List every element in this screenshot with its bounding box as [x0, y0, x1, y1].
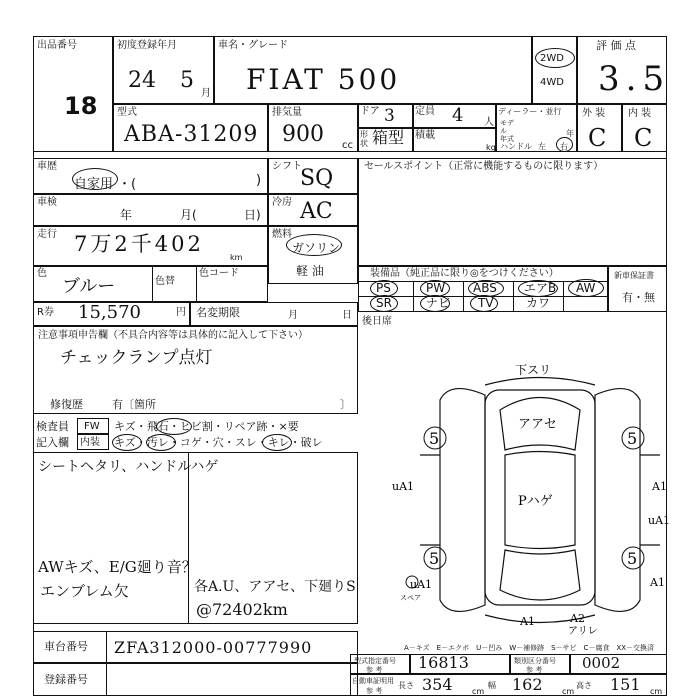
diagram-right-3: A1	[650, 576, 665, 589]
interior-value: C	[634, 124, 653, 152]
mileage-unit: km	[230, 253, 243, 262]
grade-value: 3.5	[598, 59, 671, 99]
cert-height: 151	[610, 675, 641, 694]
load-unit: kg	[486, 143, 496, 152]
equip-navi: ナビ	[426, 296, 451, 310]
capacity-unit: 人	[484, 117, 494, 128]
diagram-bottom-1: A1	[520, 615, 535, 628]
recycle-label: R券	[37, 307, 54, 318]
history-cell	[33, 158, 268, 194]
color-change-label: 色替	[155, 276, 175, 287]
tire-fl: 5	[429, 429, 440, 448]
displacement-value: 900	[282, 122, 324, 147]
grade-label: 評 価 点	[596, 39, 636, 52]
model-label: 型式	[117, 107, 137, 118]
history-close: )	[256, 173, 262, 188]
model-year-label: モデル 年式	[500, 119, 514, 143]
lot-number: 18	[64, 92, 98, 120]
fuel-diesel: 軽 油	[296, 264, 324, 278]
tire-rr: 5	[627, 549, 638, 568]
in-label: 内装	[80, 437, 100, 448]
name-change-label: 名変期限	[196, 306, 240, 319]
tire-rl: 5	[429, 549, 440, 568]
first-reg-month: 5	[180, 68, 194, 93]
diagram-right-1: A1	[652, 480, 667, 493]
model-spec-sub: 参 考	[366, 666, 383, 674]
exterior-value: C	[588, 124, 607, 152]
load-label: 積載	[415, 130, 435, 141]
cert-height-label: 高さ	[576, 681, 592, 690]
interior-label: 内 装	[628, 108, 652, 119]
cert-width-label: 幅	[488, 681, 496, 690]
shift-label: シフト	[272, 161, 302, 172]
equip-sr: SR	[376, 296, 392, 310]
notes-line-3: エンブレム欠	[40, 582, 129, 600]
history-label: 車歴	[37, 161, 57, 172]
color-divider-2	[196, 266, 197, 302]
model-value: ABA-31209	[124, 122, 259, 147]
name-grade-label: 車名・グレード	[218, 40, 288, 51]
mileage-value: 7万2千402	[74, 232, 204, 256]
ac-value: AC	[300, 199, 333, 224]
damage-legend: A－キズ E－エクボ U－凹み W－補修跡 S－サビ C－腐食 XX－交換済	[404, 644, 655, 652]
exterior-label: 外 装	[582, 108, 606, 119]
registration-label: 登録番号	[44, 673, 88, 686]
inspector-label-1: 検査員	[36, 420, 69, 433]
equip-grid-v1	[413, 281, 414, 312]
capacity-value: 4	[452, 105, 464, 126]
displacement-label: 排気量	[272, 107, 302, 118]
in-scratch-circle	[112, 434, 142, 451]
drive-4wd: 4WD	[540, 77, 564, 88]
recycle-value: 15,570	[78, 302, 141, 323]
cert-width-unit: cm	[562, 687, 575, 696]
name-grade-value: FIAT 500	[246, 63, 401, 96]
diagram-bottom-2: A2	[570, 612, 585, 625]
equip-navi-circle	[420, 295, 450, 312]
model-spec-value: 16813	[418, 653, 469, 672]
car-diagram	[392, 360, 680, 640]
category-sub: 参 考	[526, 666, 543, 674]
in-stain-circle	[146, 434, 176, 451]
diagram-roof-2: Pハゲ	[518, 494, 553, 509]
notice-text: チェックランプ点灯	[60, 348, 213, 368]
doors-value: 3	[384, 106, 395, 126]
history-value: 自家用	[74, 177, 114, 192]
dealer-label: ディーラー・並行	[498, 107, 562, 116]
model-year-unit: 年	[566, 129, 574, 138]
cert-length: 354	[422, 675, 453, 694]
cert-length-unit: cm	[472, 687, 485, 696]
first-reg-year: 24	[128, 68, 156, 93]
in-text: キズ・汚レ・コゲ・穴・スレ・キレ・破レ	[114, 436, 323, 449]
repair-close: 〕	[340, 398, 351, 411]
chassis-value: ZFA312000-00777990	[114, 638, 313, 657]
equip-aw: AW	[576, 281, 596, 295]
notes-line-4: 各A.U、アアセ、下廻りS	[194, 579, 356, 595]
cert-sub: 参 考	[366, 687, 383, 695]
category-label: 類別区分番号	[514, 657, 556, 665]
doors-label: ドア	[360, 106, 380, 117]
equip-grid-v4	[563, 281, 564, 312]
inspection-day-unit: 日)	[244, 208, 261, 222]
diagram-bottom-3: アリレ	[568, 626, 598, 637]
tire-fr: 5	[627, 429, 638, 448]
in-wear-circle	[262, 434, 292, 451]
equipment-label: 装備品（純正品に限り◎をつけください）	[370, 268, 559, 279]
sales-point-label: セールスポイント（正常に機能するものに限ります）	[364, 161, 604, 172]
repair-label: 修復歴	[50, 398, 83, 411]
fw-label: FW	[84, 421, 100, 432]
drive-cell	[532, 36, 577, 104]
fw-text: キズ・飛石・ヒビ割・リペア跡・×要	[114, 420, 299, 433]
color-value: ブルー	[62, 276, 116, 297]
color-code-label: 色コード	[199, 268, 239, 279]
history-suffix: ・(	[118, 177, 137, 192]
model-spec-label: 型式指定番号	[354, 657, 396, 665]
sales-point-cell	[358, 158, 667, 266]
notes-line-2: AWキズ、E/G廻り音？	[38, 558, 197, 576]
shape-label: 形状	[360, 130, 368, 148]
after-seat-label: 後日席	[362, 316, 392, 327]
diagram-spare: スペア	[400, 594, 421, 602]
color-label: 色	[37, 268, 47, 279]
equip-tv-circle	[470, 295, 498, 312]
name-change-day: 日	[342, 310, 352, 321]
notice-label: 注意事項申告欄（不具合内容等は具体的に記入して下さい）	[38, 330, 308, 341]
displacement-unit: cc	[342, 140, 353, 151]
inspection-label: 車検	[37, 197, 57, 208]
shift-value: SQ	[300, 166, 334, 191]
equip-grid-v3	[513, 281, 514, 312]
diagram-left-1: uA1	[392, 480, 415, 493]
fuel-label: 燃料	[272, 229, 292, 240]
first-reg-label: 初度登録年月	[117, 40, 177, 51]
drive-2wd: 2WD	[540, 53, 564, 64]
mileage-label: 走行	[37, 229, 57, 240]
first-reg-month-unit: 月	[201, 88, 211, 99]
equip-airbag: エアB	[524, 281, 557, 295]
cert-width: 162	[512, 675, 543, 694]
diagram-top-note: 下スリ	[515, 363, 552, 377]
diagram-right-2: uA1	[648, 514, 671, 527]
cert-label: 自動車証明用	[352, 677, 394, 685]
new-warranty-label: 新車保証書	[614, 271, 654, 280]
diagram-roof-1: アアセ	[518, 417, 557, 432]
equip-grid-v2	[463, 281, 464, 312]
handle-label: ハンドル	[500, 142, 532, 151]
cert-height-unit: cm	[650, 687, 663, 696]
category-value: 0002	[582, 654, 621, 672]
equip-tv: TV	[478, 296, 494, 310]
inspection-cell	[33, 194, 268, 226]
name-change-month: 月	[288, 310, 298, 321]
fuel-gasoline: ガソリン	[292, 241, 341, 255]
color-divider	[152, 266, 153, 302]
notes-line-1: シートヘタリ、ハンドルハゲ	[38, 459, 219, 475]
lot-label: 出品番号	[37, 40, 77, 51]
chassis-label: 車台番号	[44, 640, 88, 653]
diagram-left-2: uA1	[410, 578, 433, 591]
fw-chip-circle	[156, 418, 192, 435]
equip-airbag-circle	[518, 280, 558, 297]
handle-left: 左	[538, 142, 546, 151]
handle-right: 右	[560, 142, 568, 151]
repair-value: 有〔箇所	[112, 398, 156, 411]
equip-abs: ABS	[473, 281, 497, 295]
capacity-label: 定員	[415, 106, 435, 117]
inspector-label-2: 記入欄	[36, 436, 69, 449]
ac-label: 冷房	[272, 197, 292, 208]
equip-pw: PW	[426, 281, 446, 295]
inspection-month-unit: 月(	[180, 208, 197, 222]
shape-value: 箱型	[372, 128, 405, 147]
inspection-year-unit: 年	[120, 208, 133, 222]
recycle-unit: 円	[176, 307, 186, 318]
equip-leather: カワ	[526, 296, 551, 310]
notes-line-5: @72402km	[196, 600, 288, 619]
equip-sr-circle	[370, 295, 398, 312]
notes-divider	[188, 452, 189, 624]
new-warranty-value: 有・無	[622, 291, 655, 304]
equip-aw-circle	[568, 279, 604, 297]
cert-length-label: 長さ	[398, 681, 414, 690]
equip-ps: PS	[376, 281, 391, 295]
